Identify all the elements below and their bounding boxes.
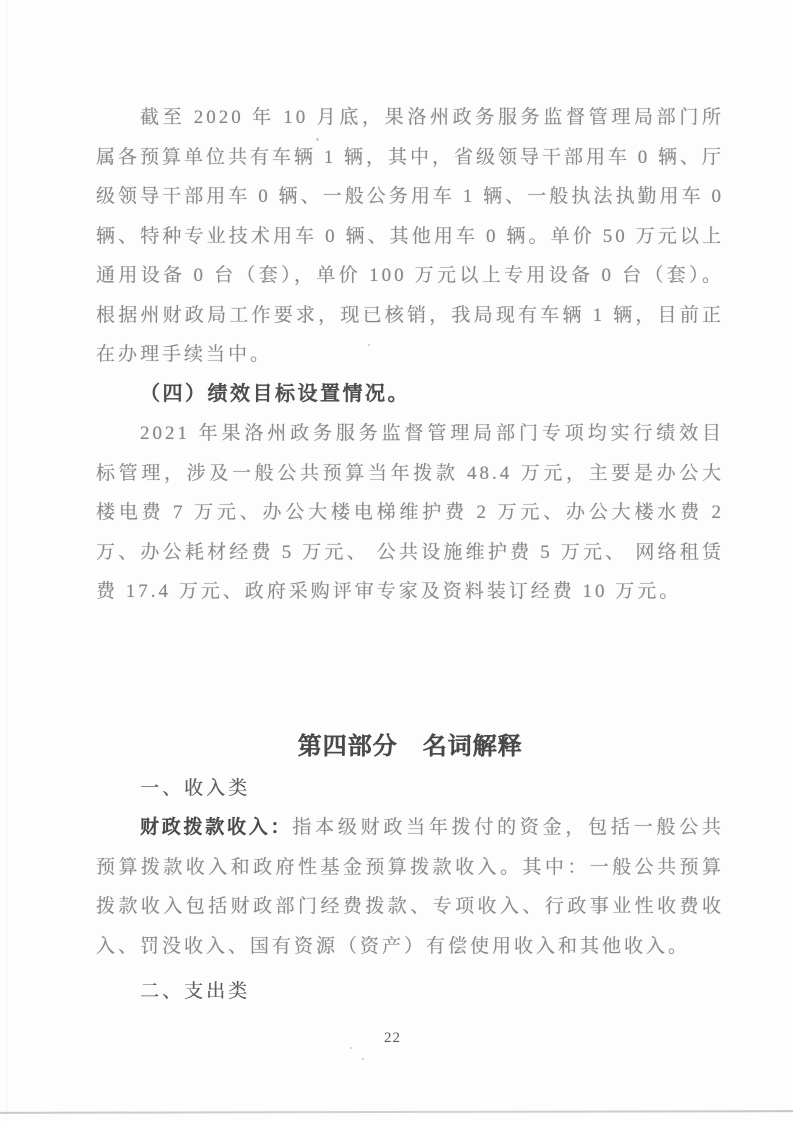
part-four-title: 第四部分 名词解释 <box>297 732 523 760</box>
paragraph-vehicles: 截至 2020 年 10 月底，果洛州政务服务监督管理局部门所属各预算单位共有车辆 1 辆，其中，省级领导干部用车 0 辆、厅级领导干部用车 0 辆、一般公务用车 1 辆、一般执法执勤用车 0 辆、特种专业技术用车 0 辆、其他用车 0 辆。单价 50 万元以上通用设备 0 台（套），单价 100 万元以上专用设备 0 台（套）。根据州财政局工作要求，现已核销，我局现有车辆 1 辆，目前正在办理手续当中。 <box>96 107 725 365</box>
paragraph-performance-targets: 2021 年果洛州政务服务监督管理局部门专项均实行绩效目标管理，涉及一般公共预算当年拨款 48.4 万元，主要是办公大楼电费 7 万元、办公大楼电梯维护费 2 万元、办公大楼水费 2 万、办公耗材经费 5 万元、 公共设施维护费 5 万元、 网络租赁费 17.4 万元、政府采购评审专家及资料装订经费 10 万元。 <box>96 423 724 602</box>
page-number: 22 <box>384 1030 401 1046</box>
scan-speck <box>350 1047 352 1049</box>
term-fiscal-appropriation-label: 财政拨款收入： <box>140 817 293 838</box>
scan-edge-bottom <box>0 1110 793 1114</box>
scan-speck <box>316 138 319 141</box>
scan-speck <box>368 344 370 346</box>
page-content <box>96 98 724 1012</box>
section-expenditure-category: 二、支出类 <box>140 981 251 1002</box>
paragraph-fiscal-appropriation <box>96 808 724 966</box>
scan-edge-left <box>6 0 7 1121</box>
term-fiscal-appropriation-text: 指本级财政当年拨付的资金，包括一般公共预算拨款收入和政府性基金预算拨款收入。其中：一般公共预算拨款收入包括财政部门经费拨款、专项收入、行政事业性收费收入、罚没收入、国有资源（资产）有偿使用收入和其他收入。 <box>96 817 724 957</box>
section-income-category: 一、收入类 <box>140 777 251 799</box>
scan-speck <box>362 1058 364 1060</box>
heading-performance-targets: （四）绩效目标设置情况。 <box>140 382 410 405</box>
